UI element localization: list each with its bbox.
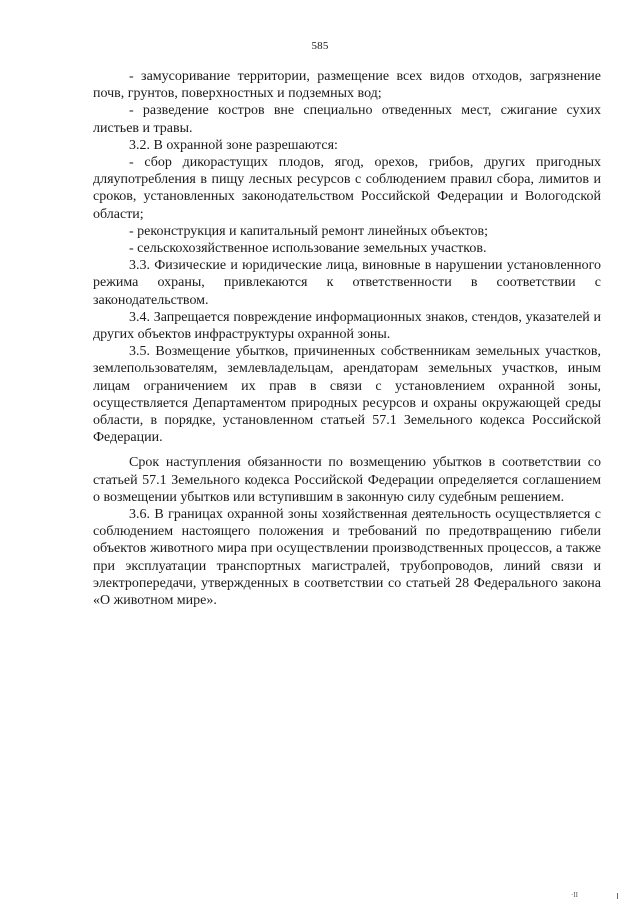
footer-scan-mark: ·II [571, 891, 578, 899]
footer-tick-mark [617, 893, 618, 899]
paragraph-allow-agriculture: - сельскохозяйственное использование земельных участков. [129, 241, 487, 257]
paragraph-3-4: 3.4. Запрещается повреждение информационных знаков, стендов, указателей и других объектов инфраструктуры охранной зоны. [93, 309, 601, 343]
document-body [93, 68, 601, 609]
paragraph-allow-gathering: - сбор дикорастущих плодов, ягод, орехов, грибов, других пригодных дляупотребления в пищу лесных ресурсов с соблюдением правил сбора, лимитов и сроков, установленных законодательством Российской Федерации и Вологодской области; [93, 155, 601, 222]
paragraph-compensation-deadline: Срок наступления обязанности по возмещению убытков в соответствии со статьей 57.1 Земельного кодекса Российской Федерации определяется соглашением о возмещении убытков или вступившим в законную силу судебным решением. [93, 455, 601, 505]
paragraph-prohibit-fires: - разведение костров вне специально отведенных мест, сжигание сухих листьев и травы. [93, 103, 601, 136]
paragraph-prohibit-littering: - замусоривание территории, размещение всех видов отходов, загрязнение почв, грунтов, поверхностных и подземных вод; [93, 69, 601, 102]
paragraph-3-5: 3.5. Возмещение убытков, причиненных собственникам земельных участков, землепользователям, землевладельцам, арендаторам земельных участков, иным лицам ограничением их прав в связи с установлением охранной зоны, осуществляется Департаментом природных ресурсов и охраны окружающей среды области, в порядке, установленном статьей 57.1 Земельного кодекса Российской Федерации. [93, 344, 601, 446]
paragraph-3-3: 3.3. Физические и юридические лица, виновные в нарушении установленного режима охраны, привлекаются к ответственности в соответствии с законодательством. [93, 258, 601, 308]
paragraph-allow-reconstruction: - реконструкция и капитальный ремонт линейных объектов; [129, 223, 489, 239]
paragraph-3-6: 3.6. В границах охранной зоны хозяйственная деятельность осуществляется с соблюдением настоящего положения и требований по предотвращению гибели объектов животного мира при осуществлении производственных процессов, а также при эксплуатации транспортных магистралей, трубопроводов, линий связи и электропередачи, утвержденных в соответствии со статьей 28 Федерального закона «О животном мире». [93, 507, 601, 609]
paragraph-3-2-heading: 3.2. В охранной зоне разрешаются: [129, 137, 338, 153]
page-number: 585 [311, 40, 329, 52]
